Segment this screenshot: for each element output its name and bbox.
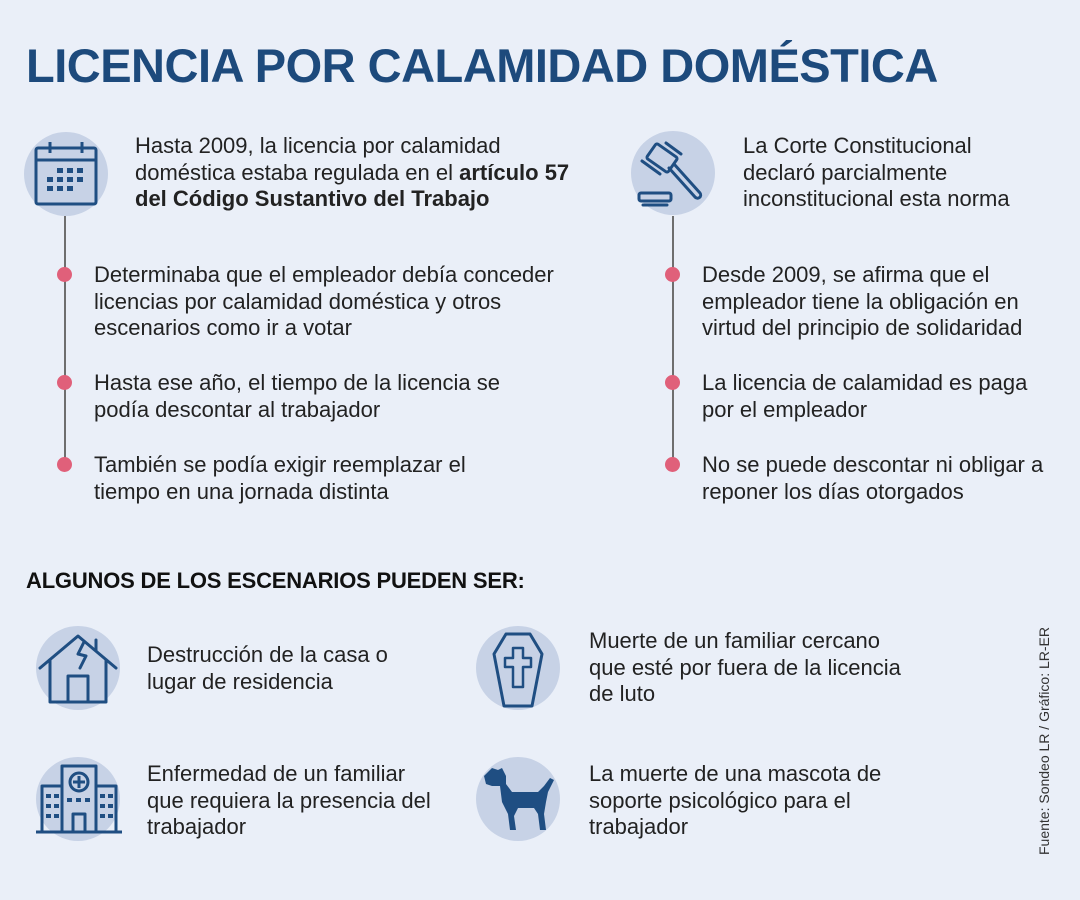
right-item-3: No se puede descontar ni obligar a reponer los días otorgados bbox=[702, 452, 1044, 504]
left-item-1: Determinaba que el empleador debía conceder licencias por calamidad doméstica y otros escenarios como ir a votar bbox=[94, 262, 554, 340]
bullet-dot bbox=[665, 267, 680, 282]
source-credit: Fuente: Sondeo LR / Gráfico: LR-ER bbox=[1036, 627, 1052, 855]
bullet-dot bbox=[57, 267, 72, 282]
gavel-icon bbox=[633, 135, 713, 215]
scenario-coffin-text: Muerte de un familiar cercano que esté por fuera de la licencia de luto bbox=[589, 628, 901, 706]
left-item-3: También se podía exigir reemplazar el tiempo en una jornada distinta bbox=[94, 452, 466, 504]
coffin-icon bbox=[488, 628, 548, 710]
right-item-2: La licencia de calamidad es paga por el empleador bbox=[702, 370, 1028, 422]
left-intro-text bbox=[135, 133, 585, 213]
scenario-dog-text: La muerte de una mascota de soporte psicológico para el trabajador bbox=[589, 761, 882, 839]
bullet-dot bbox=[665, 375, 680, 390]
page-title: LICENCIA POR CALAMIDAD DOMÉSTICA bbox=[26, 39, 938, 92]
left-intro-bold: artículo 57 del Código Sustantivo del Trabajo bbox=[135, 159, 570, 211]
dog-icon bbox=[478, 762, 562, 836]
scenario-hospital-text: Enfermedad de un familiar que requiera la presencia del trabajador bbox=[147, 761, 431, 839]
left-timeline bbox=[64, 216, 66, 468]
bullet-dot bbox=[665, 457, 680, 472]
left-intro-plain: Hasta 2009, la licencia por calamidad doméstica estaba regulada en el bbox=[135, 133, 501, 185]
right-intro-text: La Corte Constitucional declaró parcialmente inconstitucional esta norma bbox=[743, 133, 1010, 211]
scenario-house-text: Destrucción de la casa o lugar de residencia bbox=[147, 642, 388, 694]
bullet-dot bbox=[57, 457, 72, 472]
bullet-dot bbox=[57, 375, 72, 390]
right-item-1: Desde 2009, se afirma que el empleador tiene la obligación en virtud del principio de solidaridad bbox=[702, 262, 1023, 340]
right-timeline bbox=[672, 216, 674, 468]
scenarios-heading: ALGUNOS DE LOS ESCENARIOS PUEDEN SER: bbox=[26, 568, 525, 593]
house-icon bbox=[34, 628, 122, 708]
hospital-icon bbox=[34, 762, 124, 838]
left-item-2: Hasta ese año, el tiempo de la licencia se podía descontar al trabajador bbox=[94, 370, 501, 422]
calendar-icon bbox=[30, 138, 102, 210]
